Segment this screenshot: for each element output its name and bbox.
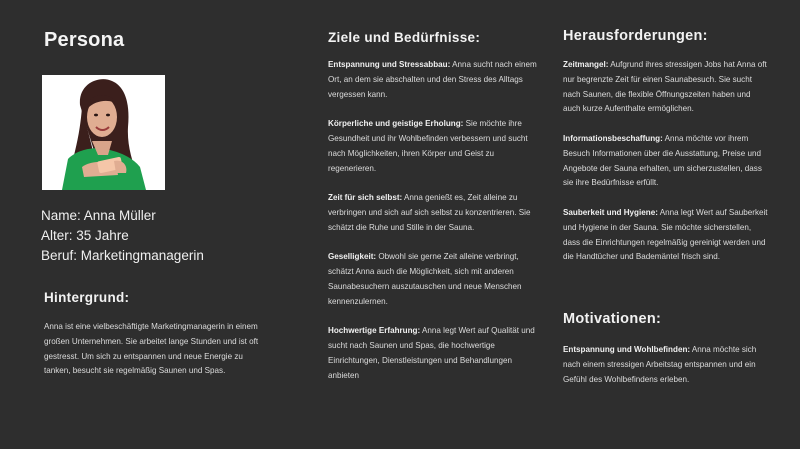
challenge-item (563, 58, 769, 117)
challenge-label: Zeitmangel: (563, 60, 609, 69)
goals-heading: Ziele und Bedürfnisse: (328, 30, 481, 45)
motivation-text: Anna möchte sich nach einem stressigen Arbeitstag entspannen und ein Gefühl des Wohlbefindens erleben. (563, 345, 757, 384)
motivation-label: Entspannung und Wohlbefinden: (563, 345, 691, 354)
persona-job: Beruf: Marketingmanagerin (41, 248, 204, 263)
goal-label: Zeit für sich selbst: (328, 193, 403, 203)
persona-age: Alter: 35 Jahre (41, 228, 129, 243)
goal-text: Anna legt Wert auf Qualität und sucht nach Saunen und Spas, die hochwertige Einrichtungen, Dienstleistungen und Behandlungen anbieten (328, 326, 535, 380)
challenge-text: Anna legt Wert auf Sauberkeit und Hygiene in der Sauna. Sie möchte sicherstellen, dass die Einrichtungen regelmäßig gereinigt werden und die Handtücher und Bademäntel frisch sind. (563, 207, 768, 262)
goal-text: Anna sucht nach einem Ort, an dem sie abschalten und den Stress des Alltags vergessen kann. (328, 60, 537, 99)
goal-text: Anna genießt es, Zeit alleine zu verbringen und sich auf sich selbst zu konzentrieren. Sie schätzt die Ruhe und Stille in der Sauna. (328, 193, 531, 232)
goal-item (328, 191, 542, 235)
goal-label: Hochwertige Erfahrung: (328, 326, 421, 336)
goal-text: Obwohl sie gerne Zeit alleine verbringt, schätzt Anna auch die Möglichkeit, sich mit anderen Saunabesuchern auszutauschen und neue Menschen kennenzulernen. (328, 252, 522, 306)
motivations-heading: Motivationen: (563, 311, 662, 327)
goal-text: Sie möchte ihre Gesundheit und ihr Wohlbefinden verbessern und sucht nach Möglichkeiten, ihren Körper und Geist zu regenerieren. (328, 119, 528, 173)
background-heading: Hintergrund: (44, 290, 130, 305)
motivation-item (563, 343, 769, 387)
goal-label: Körperliche und geistige Erholung: (328, 119, 464, 129)
challenge-item (563, 206, 769, 265)
persona-facts (41, 206, 204, 266)
background-text: Anna ist eine vielbeschäftigte Marketingmanagerin in einem großen Unternehmen. Sie arbeitet lange Stunden und ist oft gestresst. Um sich zu entspannen und neue Energie zu tanken, besucht sie regelmäßig Saunen und Spas. (44, 322, 259, 376)
goal-item (328, 250, 542, 309)
challenge-text: Anna möchte vor ihrem Besuch Informationen über die Ausstattung, Preise und Angebote der Sauna erhalten, um sicherzustellen, dass sie ihre Bedürfnisse erfüllt. (563, 133, 762, 188)
challenge-text: Aufgrund ihres stressigen Jobs hat Anna oft nur begrenzte Zeit für einen Saunabesuch. Sie sucht nach Saunen, die flexible Öffnungszeiten haben und auch kurze Aufenthalte ermöglichen. (563, 60, 767, 114)
page-title: Persona (44, 29, 125, 51)
goal-item (328, 324, 542, 383)
challenge-label: Informationsbeschaffung: (563, 133, 663, 143)
challenge-item (563, 132, 769, 191)
persona-photo (42, 75, 165, 190)
goal-item (328, 58, 542, 102)
motivations-list (563, 343, 769, 387)
challenge-label: Sauberkeit und Hygiene: (563, 207, 658, 217)
goal-label: Geselligkeit: (328, 252, 377, 262)
challenges-list (563, 58, 769, 265)
goal-label: Entspannung und Stressabbau: (328, 60, 451, 69)
goal-item (328, 117, 542, 176)
challenges-heading: Herausforderungen: (563, 28, 708, 44)
persona-portrait-image (42, 75, 165, 190)
goals-list (328, 58, 542, 384)
persona-name: Name: Anna Müller (41, 208, 156, 223)
